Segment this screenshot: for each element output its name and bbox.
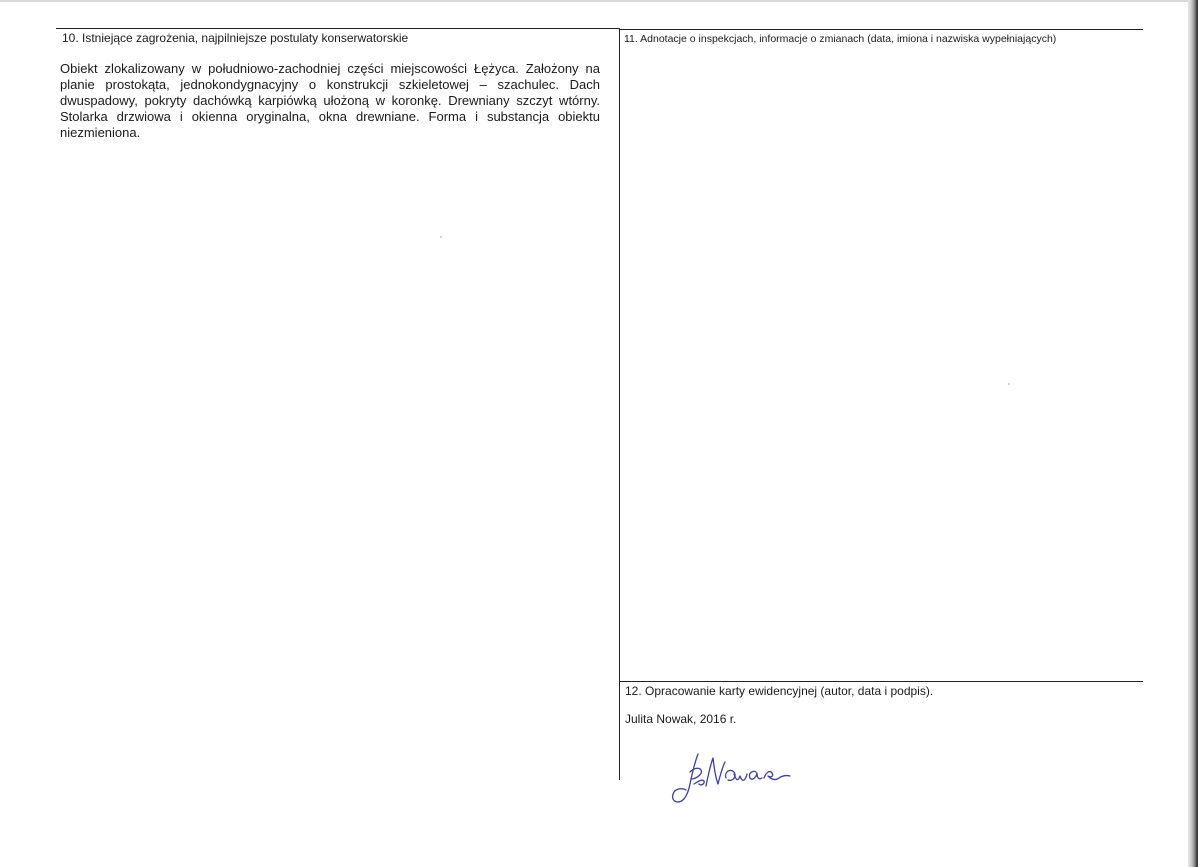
- scan-edge-right: [1188, 0, 1198, 867]
- section-10-body: [60, 61, 600, 141]
- section-11-top-rule: [620, 29, 1143, 30]
- scan-speck: [440, 236, 442, 238]
- scan-speck: [1008, 383, 1010, 385]
- signature-image: [668, 748, 818, 808]
- section-12-top-rule: [620, 681, 1143, 682]
- column-divider: [619, 28, 620, 780]
- scan-edge-top: [0, 0, 1198, 2]
- section-10-heading: 10. Istniejące zagrożenia, najpilniejsze postulaty konserwatorskie: [62, 31, 409, 45]
- section-10-paragraph: Obiekt zlokalizowany w południowo-zachodniej części miejscowości Łężyca. Założony na planie prostokąta, jednokondygnacyjny o konstrukcji szkieletowej – szachulec. Dach dwuspadowy, pokryty dachówką karpiówką ułożoną w koronkę. Drewniany szczyt wtórny. Stolarka drzwiowa i okienna oryginalna, okna drewniane. Forma i substancja obiektu niezmieniona.: [60, 61, 600, 140]
- author-date: Julita Nowak, 2016 r.: [625, 712, 737, 726]
- section-11-heading: 11. Adnotacje o inspekcjach, informacje o zmianach (data, imiona i nazwiska wypełniających): [624, 33, 1057, 45]
- section-10-top-rule: [56, 28, 620, 29]
- section-12-heading: 12. Opracowanie karty ewidencyjnej (autor, data i podpis).: [625, 684, 934, 698]
